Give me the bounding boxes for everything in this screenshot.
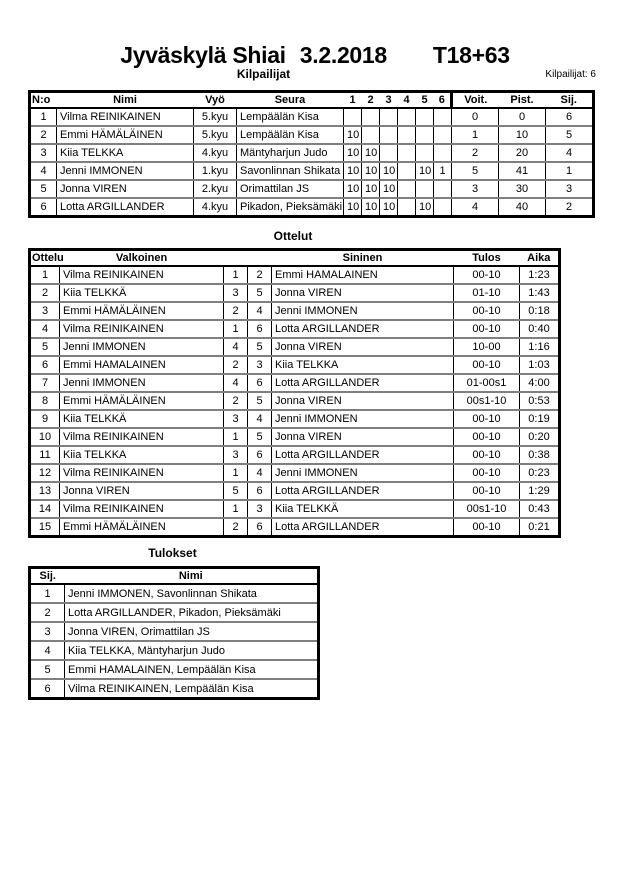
score-vs-6: 1: [434, 162, 452, 180]
header-points: Pist.: [499, 92, 546, 109]
white-competitor-number: 3: [224, 410, 248, 428]
result-name: Vilma REINIKAINEN, Lempäälän Kisa: [65, 679, 319, 699]
score-vs-3: 10: [380, 162, 398, 180]
header-place: Sij.: [546, 92, 594, 109]
match-row: [30, 500, 560, 518]
blue-competitor-name: Jonna VIREN: [272, 284, 454, 302]
result-place: 1: [30, 584, 65, 603]
blue-competitor-name: Jenni IMMONEN: [272, 410, 454, 428]
competitors-header-row: [30, 92, 594, 109]
score-vs-5: [416, 108, 434, 126]
match-result: 00s1-10: [454, 500, 520, 518]
competitor-wins: 3: [452, 180, 499, 198]
competitor-number: 1: [30, 108, 57, 126]
score-vs-6: [434, 198, 452, 217]
white-competitor-name: Jonna VIREN: [60, 482, 224, 500]
match-number: 14: [30, 500, 60, 518]
match-time: 0:23: [520, 464, 560, 482]
match-number: 6: [30, 356, 60, 374]
blue-competitor-name: Kiia TELKKA: [272, 356, 454, 374]
competitor-name: Vilma REINIKAINEN: [57, 108, 194, 126]
match-time: 4:00: [520, 374, 560, 392]
match-row: [30, 356, 560, 374]
match-time: 1:16: [520, 338, 560, 356]
blue-competitor-name: Jenni IMMONEN: [272, 464, 454, 482]
competitor-row: [30, 198, 594, 217]
competitor-belt: 1.kyu: [194, 162, 237, 180]
header-round-2: 2: [362, 92, 380, 109]
match-number: 15: [30, 518, 60, 537]
white-competitor-name: Vilma REINIKAINEN: [60, 500, 224, 518]
blue-competitor-number: 6: [248, 320, 272, 338]
blue-competitor-number: 6: [248, 518, 272, 537]
competitor-club: Lempäälän Kisa: [237, 108, 344, 126]
match-number: 13: [30, 482, 60, 500]
score-vs-4: [398, 126, 416, 144]
match-time: 0:20: [520, 428, 560, 446]
white-competitor-name: Emmi HÄMÄLÄINEN: [60, 302, 224, 320]
header-wins: Voit.: [452, 92, 499, 109]
match-time: 0:43: [520, 500, 560, 518]
header-round-1: 1: [344, 92, 362, 109]
matches-table: [28, 248, 561, 538]
white-competitor-number: 2: [224, 392, 248, 410]
score-vs-5: 10: [416, 162, 434, 180]
event-name: Jyväskylä Shiai: [120, 42, 286, 68]
blue-competitor-number: 6: [248, 446, 272, 464]
header-no: N:o: [30, 92, 57, 109]
competitor-place: 3: [546, 180, 594, 198]
header-belt: Vyö: [194, 92, 237, 109]
competitor-wins: 2: [452, 144, 499, 162]
competitor-wins: 1: [452, 126, 499, 144]
score-vs-2: 10: [362, 198, 380, 217]
event-category: T18+63: [432, 42, 510, 68]
header-round-5: 5: [416, 92, 434, 109]
header-time: Aika: [520, 250, 560, 267]
match-row: [30, 284, 560, 302]
white-competitor-number: 2: [224, 518, 248, 537]
score-vs-5: [416, 180, 434, 198]
match-number: 9: [30, 410, 60, 428]
competitor-points: 0: [499, 108, 546, 126]
match-number: 7: [30, 374, 60, 392]
header-name: Nimi: [57, 92, 194, 109]
match-result: 00-10: [454, 302, 520, 320]
header-blue-no-spacer: [248, 250, 272, 267]
result-name: Emmi HAMALAINEN, Lempäälän Kisa: [65, 660, 319, 679]
score-vs-3: 10: [380, 198, 398, 217]
match-result: 00-10: [454, 266, 520, 284]
white-competitor-name: Jenni IMMONEN: [60, 338, 224, 356]
result-row: [30, 660, 319, 679]
blue-competitor-name: Lotta ARGILLANDER: [272, 446, 454, 464]
match-time: 0:18: [520, 302, 560, 320]
white-competitor-number: 1: [224, 266, 248, 284]
match-row: [30, 392, 560, 410]
blue-competitor-number: 5: [248, 338, 272, 356]
header-round-4: 4: [398, 92, 416, 109]
blue-competitor-name: Emmi HAMALAINEN: [272, 266, 454, 284]
result-name: Kiia TELKKA, Mäntyharjun Judo: [65, 641, 319, 660]
header-round-3: 3: [380, 92, 398, 109]
competitor-row: [30, 144, 594, 162]
section-title-competitors: Kilpailijat: [236, 67, 291, 81]
score-vs-5: [416, 144, 434, 162]
blue-competitor-name: Jenni IMMONEN: [272, 302, 454, 320]
blue-competitor-number: 5: [248, 428, 272, 446]
blue-competitor-number: 2: [248, 266, 272, 284]
score-vs-4: [398, 108, 416, 126]
result-row: [30, 584, 319, 603]
match-result: 00-10: [454, 428, 520, 446]
match-result: 00-10: [454, 320, 520, 338]
score-vs-1: [344, 108, 362, 126]
result-name: Jenni IMMONEN, Savonlinnan Shikata: [65, 584, 319, 603]
competitor-row: [30, 108, 594, 126]
white-competitor-number: 1: [224, 500, 248, 518]
competitor-number: 3: [30, 144, 57, 162]
competitor-name: Kiia TELKKA: [57, 144, 194, 162]
blue-competitor-name: Kiia TELKKÄ: [272, 500, 454, 518]
blue-competitor-name: Jonna VIREN: [272, 392, 454, 410]
header-result-name: Nimi: [65, 568, 319, 585]
competitor-row: [30, 162, 594, 180]
blue-competitor-name: Lotta ARGILLANDER: [272, 374, 454, 392]
match-time: 0:38: [520, 446, 560, 464]
score-vs-2: 10: [362, 180, 380, 198]
score-vs-2: [362, 108, 380, 126]
score-vs-3: [380, 108, 398, 126]
result-row: [30, 679, 319, 699]
white-competitor-number: 5: [224, 482, 248, 500]
competitor-belt: 4.kyu: [194, 144, 237, 162]
match-row: [30, 446, 560, 464]
competitor-wins: 4: [452, 198, 499, 217]
result-place: 2: [30, 603, 65, 622]
white-competitor-name: Kiia TELKKÄ: [60, 284, 224, 302]
result-name: Lotta ARGILLANDER, Pikadon, Pieksämäki: [65, 603, 319, 622]
match-row: [30, 428, 560, 446]
score-vs-3: 10: [380, 180, 398, 198]
match-number: 1: [30, 266, 60, 284]
score-vs-3: [380, 126, 398, 144]
blue-competitor-number: 5: [248, 392, 272, 410]
competitor-points: 20: [499, 144, 546, 162]
blue-competitor-name: Lotta ARGILLANDER: [272, 518, 454, 537]
competitor-name: Jenni IMMONEN: [57, 162, 194, 180]
match-time: 1:23: [520, 266, 560, 284]
white-competitor-number: 4: [224, 374, 248, 392]
match-time: 0:53: [520, 392, 560, 410]
match-result: 00-10: [454, 446, 520, 464]
competitor-place: 4: [546, 144, 594, 162]
competitor-belt: 5.kyu: [194, 108, 237, 126]
white-competitor-number: 1: [224, 320, 248, 338]
white-competitor-number: 1: [224, 428, 248, 446]
score-vs-4: [398, 198, 416, 217]
match-result: 00s1-10: [454, 392, 520, 410]
competitor-row: [30, 126, 594, 144]
match-time: 0:40: [520, 320, 560, 338]
match-time: 1:03: [520, 356, 560, 374]
white-competitor-name: Vilma REINIKAINEN: [60, 464, 224, 482]
competitor-wins: 5: [452, 162, 499, 180]
result-place: 4: [30, 641, 65, 660]
section-title-results: Tulokset: [148, 546, 197, 560]
competitor-number: 4: [30, 162, 57, 180]
competitor-points: 41: [499, 162, 546, 180]
score-vs-4: [398, 144, 416, 162]
blue-competitor-name: Lotta ARGILLANDER: [272, 320, 454, 338]
competitor-number: 6: [30, 198, 57, 217]
score-vs-1: 10: [344, 144, 362, 162]
competitor-club: Orimattilan JS: [237, 180, 344, 198]
competitor-place: 1: [546, 162, 594, 180]
score-vs-1: 10: [344, 162, 362, 180]
blue-competitor-number: 4: [248, 302, 272, 320]
competitor-belt: 2.kyu: [194, 180, 237, 198]
match-number: 8: [30, 392, 60, 410]
score-vs-1: 10: [344, 180, 362, 198]
header-result-place: Sij.: [30, 568, 65, 585]
result-row: [30, 641, 319, 660]
blue-competitor-number: 6: [248, 374, 272, 392]
score-vs-6: [434, 180, 452, 198]
blue-competitor-number: 4: [248, 464, 272, 482]
result-row: [30, 622, 319, 641]
match-result: 00-10: [454, 410, 520, 428]
match-time: 0:19: [520, 410, 560, 428]
match-row: [30, 518, 560, 537]
match-number: 4: [30, 320, 60, 338]
score-vs-5: [416, 126, 434, 144]
white-competitor-name: Jenni IMMONEN: [60, 374, 224, 392]
white-competitor-name: Vilma REINIKAINEN: [60, 428, 224, 446]
competitor-points: 40: [499, 198, 546, 217]
blue-competitor-name: Jonna VIREN: [272, 428, 454, 446]
match-result: 00-10: [454, 482, 520, 500]
match-number: 2: [30, 284, 60, 302]
score-vs-2: 10: [362, 144, 380, 162]
result-name: Jonna VIREN, Orimattilan JS: [65, 622, 319, 641]
white-competitor-name: Vilma REINIKAINEN: [60, 320, 224, 338]
match-number: 5: [30, 338, 60, 356]
blue-competitor-number: 4: [248, 410, 272, 428]
score-vs-4: [398, 162, 416, 180]
results-header-row: [30, 568, 319, 585]
competitor-name: Lotta ARGILLANDER: [57, 198, 194, 217]
match-row: [30, 320, 560, 338]
blue-competitor-number: 6: [248, 482, 272, 500]
match-row: [30, 410, 560, 428]
score-vs-4: [398, 180, 416, 198]
score-vs-1: 10: [344, 126, 362, 144]
competitor-place: 6: [546, 108, 594, 126]
result-place: 3: [30, 622, 65, 641]
competitor-row: [30, 180, 594, 198]
competitor-wins: 0: [452, 108, 499, 126]
match-number: 12: [30, 464, 60, 482]
white-competitor-name: Kiia TELKKÄ: [60, 410, 224, 428]
header-round-6: 6: [434, 92, 452, 109]
match-result: 01-00s1: [454, 374, 520, 392]
competitors-count: Kilpailijat: 6: [545, 69, 596, 80]
blue-competitor-number: 3: [248, 356, 272, 374]
blue-competitor-name: Lotta ARGILLANDER: [272, 482, 454, 500]
match-row: [30, 338, 560, 356]
matches-header-row: [30, 250, 560, 267]
competitor-belt: 5.kyu: [194, 126, 237, 144]
result-place: 6: [30, 679, 65, 699]
white-competitor-number: 1: [224, 464, 248, 482]
white-competitor-name: Emmi HAMALAINEN: [60, 356, 224, 374]
competitor-name: Jonna VIREN: [57, 180, 194, 198]
match-time: 0:21: [520, 518, 560, 537]
blue-competitor-number: 5: [248, 284, 272, 302]
competitor-number: 2: [30, 126, 57, 144]
white-competitor-number: 2: [224, 356, 248, 374]
competitor-points: 10: [499, 126, 546, 144]
white-competitor-number: 3: [224, 284, 248, 302]
competitor-name: Emmi HÄMÄLÄINEN: [57, 126, 194, 144]
competitor-place: 5: [546, 126, 594, 144]
score-vs-1: 10: [344, 198, 362, 217]
match-result: 01-10: [454, 284, 520, 302]
header-white: Valkoinen: [60, 250, 224, 267]
match-number: 3: [30, 302, 60, 320]
score-vs-6: [434, 144, 452, 162]
competitor-club: Lempäälän Kisa: [237, 126, 344, 144]
match-result: 00-10: [454, 356, 520, 374]
score-vs-6: [434, 108, 452, 126]
competitor-place: 2: [546, 198, 594, 217]
event-date: 3.2.2018: [299, 42, 387, 68]
competitor-club: Mäntyharjun Judo: [237, 144, 344, 162]
match-result: 10-00: [454, 338, 520, 356]
header-white-no-spacer: [224, 250, 248, 267]
competitor-belt: 4.kyu: [194, 198, 237, 217]
score-vs-2: [362, 126, 380, 144]
competitors-table: [28, 90, 595, 218]
white-competitor-name: Emmi HÄMÄLÄINEN: [60, 392, 224, 410]
header-club: Seura: [237, 92, 344, 109]
match-time: 1:43: [520, 284, 560, 302]
match-result: 00-10: [454, 518, 520, 537]
blue-competitor-name: Jonna VIREN: [272, 338, 454, 356]
match-row: [30, 266, 560, 284]
match-row: [30, 374, 560, 392]
score-vs-2: 10: [362, 162, 380, 180]
blue-competitor-number: 3: [248, 500, 272, 518]
section-title-matches: Ottelut: [273, 229, 313, 243]
results-table: [28, 566, 320, 700]
result-row: [30, 603, 319, 622]
competitor-points: 30: [499, 180, 546, 198]
match-row: [30, 482, 560, 500]
white-competitor-number: 4: [224, 338, 248, 356]
match-time: 1:29: [520, 482, 560, 500]
match-row: [30, 464, 560, 482]
match-number: 10: [30, 428, 60, 446]
score-vs-5: 10: [416, 198, 434, 217]
white-competitor-number: 3: [224, 446, 248, 464]
competitor-club: Savonlinnan Shikata: [237, 162, 344, 180]
white-competitor-name: Kiia TELKKA: [60, 446, 224, 464]
competitor-number: 5: [30, 180, 57, 198]
white-competitor-name: Vilma REINIKAINEN: [60, 266, 224, 284]
header-result: Tulos: [454, 250, 520, 267]
match-number: 11: [30, 446, 60, 464]
score-vs-6: [434, 126, 452, 144]
header-match: Ottelu: [30, 250, 60, 267]
score-vs-3: [380, 144, 398, 162]
white-competitor-name: Emmi HÄMÄLÄINEN: [60, 518, 224, 537]
match-result: 00-10: [454, 464, 520, 482]
page-title: [0, 42, 630, 69]
result-place: 5: [30, 660, 65, 679]
competitor-club: Pikadon, Pieksämäki: [237, 198, 344, 217]
header-blue: Sininen: [272, 250, 454, 267]
match-row: [30, 302, 560, 320]
white-competitor-number: 2: [224, 302, 248, 320]
